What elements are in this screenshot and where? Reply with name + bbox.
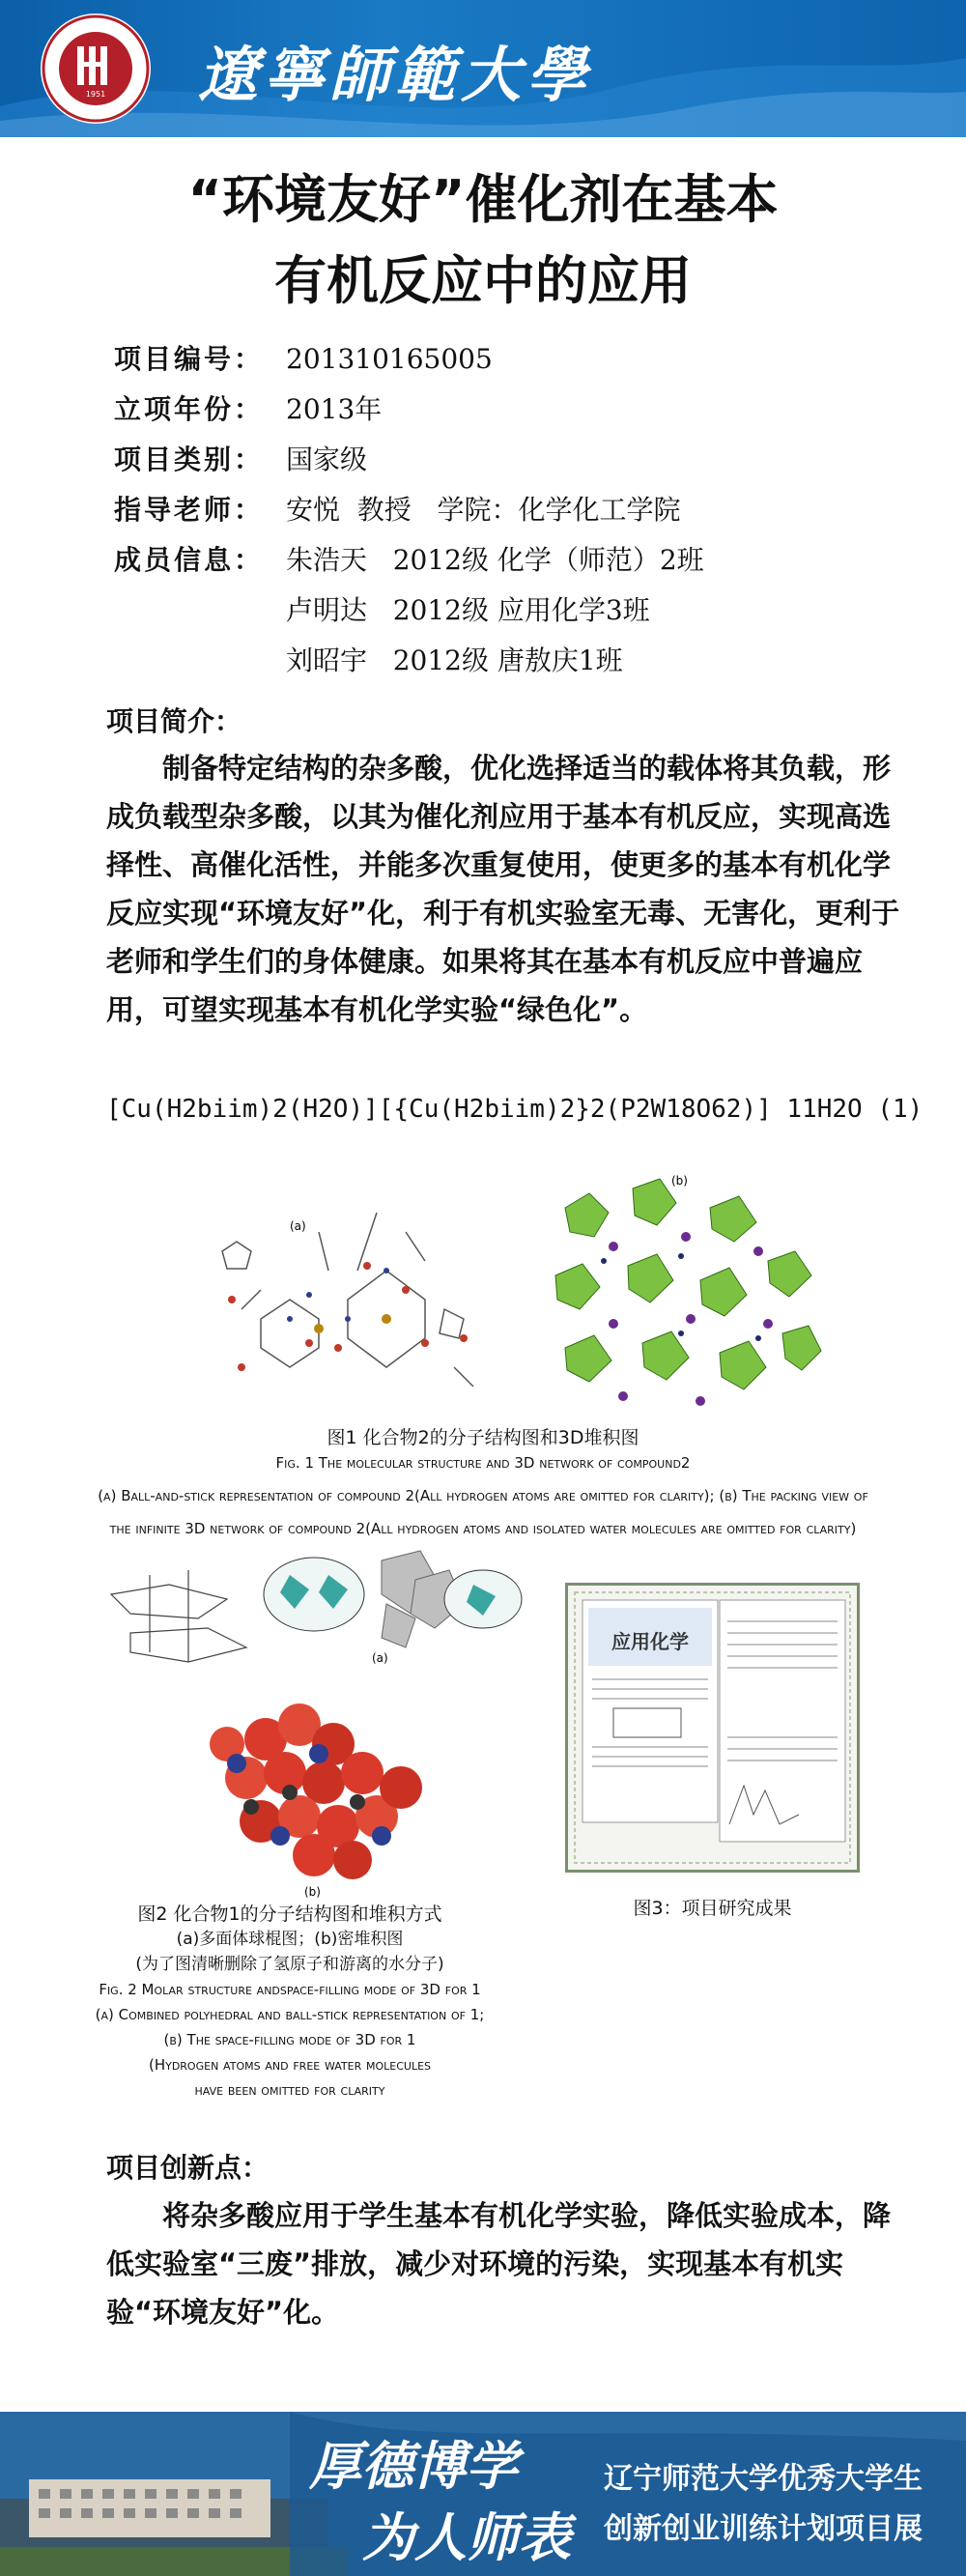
figure-2-sub-1: (a)多面体球棍图；(b)密堆积图 — [176, 1930, 404, 1949]
member-3: 刘昭宇 2012级 唐敖庆1班 — [286, 644, 623, 676]
intro-paragraph: 制备特定结构的杂多酸，优化选择适当的载体将其负载，形成负载型杂多酸，以其为催化剂应用于基本有机反应，实现高选择性、高催化活性，并能多次重复使用，使更多的基本有机化学反应实现“环境友好”化，利于有机实验室无毒、无害化，更利于老师和学生们的身体健康。如果将其在基本有机反应中普遍应用，可望实现基本有机化学实验“绿色化”。 — [106, 752, 900, 1026]
meta-key-id: 项目编号： — [114, 343, 265, 375]
figure-1-caption-en-1: Fig. 1 The molecular structure and 3D network of compound2 — [275, 1454, 691, 1472]
figure-1-caption-en-2: (a) Ball-and-stick representation of compound 2(All hydrogen atoms are omitted for clarity); (b) The packing view of — [98, 1487, 868, 1504]
meta-value-year: 2013年 — [286, 393, 383, 425]
figure-1a-molecular-structure — [203, 1174, 522, 1411]
motto-line-2: 为人师表 — [362, 2506, 571, 2568]
figure-2-en-1: Fig. 2 Molar structure andspace-filling mode of 3D for 1 — [99, 1981, 481, 1998]
figure-3-caption — [565, 1896, 860, 1921]
meta-key-advisor: 指导老师： — [114, 494, 265, 526]
compound-formula: [Cu(H2biim)2(H2O)][{Cu(H2biim)2}2(P2W18O62)] 11H2O (1) — [106, 1095, 923, 1124]
meta-key-members: 成员信息： — [114, 544, 265, 576]
figure-1-caption — [97, 1425, 869, 1541]
meta-key-type: 项目类别： — [114, 444, 265, 475]
footer-exhibition-title — [604, 2454, 923, 2555]
svg-text:1951: 1951 — [85, 90, 106, 99]
meta-row-year — [114, 388, 382, 427]
figure-2-en-4: (Hydrogen atoms and free water molecules — [148, 2056, 432, 2074]
meta-row-advisor — [114, 489, 681, 528]
meta-row-member-3 — [286, 640, 623, 678]
svg-text:(b): (b) — [304, 1885, 321, 1899]
footer-line-2: 创新创业训练计划项目展 — [604, 2512, 923, 2546]
title-line-2: 有机反应中的应用 — [274, 250, 692, 311]
figure-1-caption-zh: 图1 化合物2的分子结构图和3D堆积图 — [327, 1427, 639, 1448]
svg-text:应用化学: 应用化学 — [611, 1630, 689, 1653]
meta-row-member-2 — [286, 589, 650, 628]
header-banner — [0, 0, 966, 137]
figure-2-caption — [77, 1902, 502, 2103]
figure-3-research-results — [565, 1583, 860, 1873]
member-1: 朱浩天 2012级 化学（师范）2班 — [286, 544, 704, 576]
meta-key-year: 立项年份： — [114, 393, 265, 425]
figure-2-sub-2: (为了图清晰删除了氢原子和游离的水分子) — [135, 1955, 444, 1974]
svg-text:(a): (a) — [290, 1219, 306, 1233]
figure-3-caption-zh: 图3：项目研究成果 — [633, 1898, 792, 1919]
title-line-1: “环境友好”催化剂在基本 — [187, 169, 779, 230]
footer-banner — [0, 2412, 966, 2576]
figure-1b-3d-network — [536, 1169, 826, 1425]
figure-1-caption-en-3: the infinite 3D network of compound 2(All hydrogen atoms and isolated water molecules are omitted for clarity) — [109, 1520, 857, 1537]
member-2: 卢明达 2012级 应用化学3班 — [286, 594, 650, 626]
meta-value-advisor: 安悦 教授 学院：化学化工学院 — [286, 494, 681, 526]
university-name: 遼寧師範大學 — [198, 40, 593, 110]
svg-text:(b): (b) — [671, 1174, 688, 1188]
university-logo — [39, 12, 153, 126]
intro-heading: 项目简介： — [106, 705, 242, 737]
svg-text:(a): (a) — [372, 1651, 388, 1665]
figure-2-en-5: have been omitted for clarity — [194, 2081, 385, 2099]
figure-2-structure — [92, 1546, 536, 1903]
meta-row-members — [114, 539, 704, 578]
innovation-heading: 项目创新点： — [106, 2152, 270, 2184]
footer-line-1: 辽宁师范大学优秀大学生 — [604, 2462, 923, 2496]
figure-2-en-2: (a) Combined polyhedral and ball-stick representation of 1; — [95, 2006, 485, 2023]
meta-row-id — [114, 338, 493, 377]
meta-value-id: 201310165005 — [286, 343, 493, 375]
figure-2-caption-zh: 图2 化合物1的分子结构图和堆积方式 — [137, 1903, 442, 1925]
meta-row-type — [114, 439, 367, 477]
meta-value-type: 国家级 — [286, 444, 368, 475]
innovation-paragraph: 将杂多酸应用于学生基本有机化学实验，降低实验成本，降低实验室“三废”排放，减少对环境的污染，实现基本有机实验“环境友好”化。 — [106, 2199, 892, 2329]
figure-2-en-3: (b) The space-filling mode of 3D for 1 — [163, 2031, 416, 2048]
motto-line-1: 厚德博学 — [309, 2435, 518, 2497]
project-title — [0, 159, 966, 322]
